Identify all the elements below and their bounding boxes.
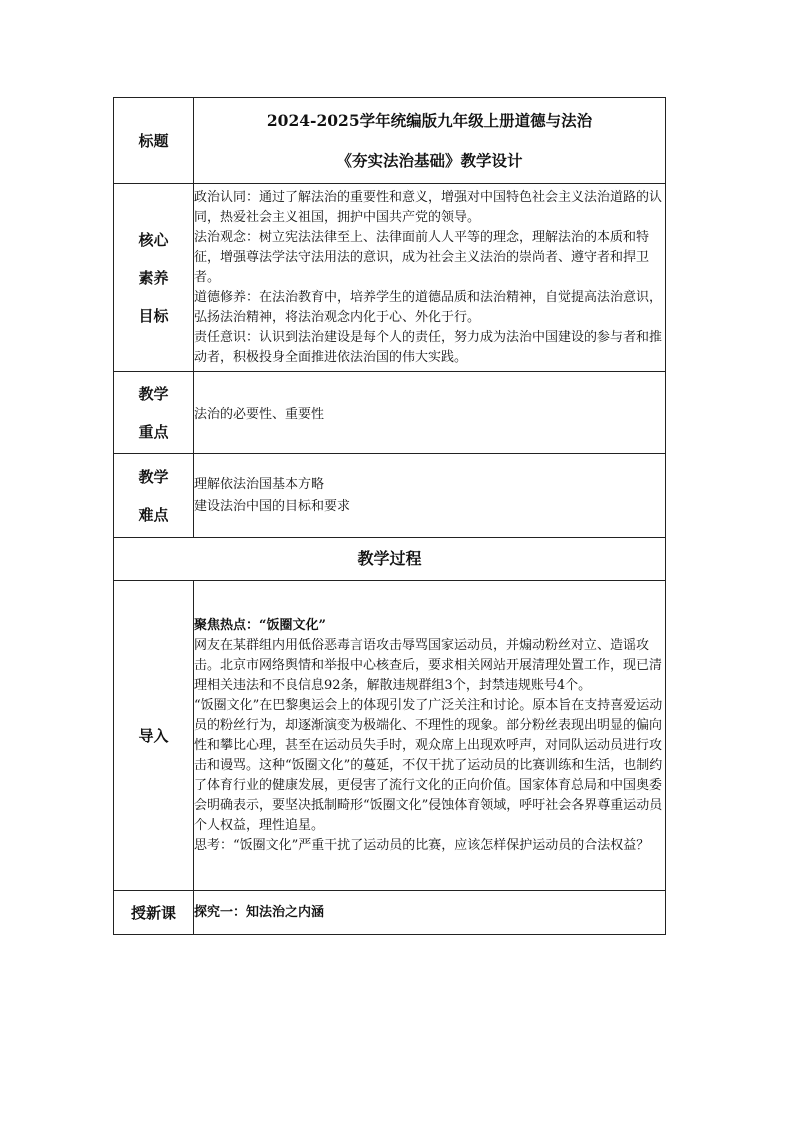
goal-item: 法治观念：树立宪法法律至上、法律面前人人平等的理念，理解法治的本质和特征，增强尊法学法守法用法的意识，成为社会主义法治的崇尚者、遵守者和捍卫者。 [194, 229, 650, 285]
intro-row [114, 581, 666, 891]
goals-label-line: 素养 [138, 268, 169, 287]
goals-label [114, 184, 194, 372]
goals-label-line: 目标 [138, 306, 169, 325]
key-points-label-line: 重点 [138, 422, 169, 441]
title-row [114, 98, 666, 184]
difficulties-row [114, 454, 666, 538]
goals-row [114, 184, 666, 372]
document-title [194, 98, 666, 184]
difficulties-label-line: 难点 [138, 505, 169, 524]
goal-item: 道德修养：在法治教育中，培养学生的道德品质和法治精神，自觉提高法治意识，弘扬法治精神，将法治观念内化于心、外化于行。 [194, 289, 663, 325]
key-points-text: 法治的必要性、重要性 [194, 406, 325, 422]
intro-paragraph: 网友在某群组内用低俗恶毒言语攻击辱骂国家运动员，并煽动粉丝对立、造谣攻击。北京市网络舆情和举报中心核查后，要求相关网站开展清理处置工作，现已清理相关违法和不良信息92条，解散违规群组3个，封禁违规账号4个。 [194, 637, 663, 693]
intro-content [194, 581, 666, 891]
explore-heading: 探究一：知法治之内涵 [194, 904, 325, 920]
new-lesson-row [114, 891, 666, 935]
intro-label: 导入 [114, 581, 194, 891]
new-lesson-content [194, 891, 666, 935]
title-label: 标题 [114, 98, 194, 184]
title-line-1: 2024-2025学年统编版九年级上册道德与法治 [266, 110, 593, 130]
difficulties-label-line: 教学 [138, 467, 169, 486]
goals-label-line: 核心 [138, 230, 169, 249]
key-points-label [114, 372, 194, 454]
key-points-row [114, 372, 666, 454]
difficulties-label [114, 454, 194, 538]
difficulties-content [194, 454, 666, 538]
goals-content [194, 184, 666, 372]
key-points-label-line: 教学 [138, 384, 169, 403]
intro-question: 思考：“饭圈文化”严重干扰了运动员的比赛，应该怎样保护运动员的合法权益？ [194, 837, 650, 853]
process-heading: 教学过程 [114, 538, 666, 581]
difficulty-item: 建设法治中国的目标和要求 [194, 498, 351, 514]
process-row [114, 538, 666, 581]
difficulty-item: 理解依法治国基本方略 [194, 476, 325, 492]
goal-item: 政治认同：通过了解法治的重要性和意义，增强对中国特色社会主义法治道路的认同，热爱社会主义祖国，拥护中国共产党的领导。 [194, 189, 663, 225]
title-line-2: 《夯实法治基础》教学设计 [336, 150, 523, 170]
goal-item: 责任意识：认识到法治建设是每个人的责任，努力成为法治中国建设的参与者和推动者，积极投身全面推进依法治国的伟大实践。 [194, 329, 663, 365]
new-lesson-label: 授新课 [114, 891, 194, 935]
intro-heading: 聚焦热点：“饭圈文化” [194, 617, 326, 633]
key-points-content [194, 372, 666, 454]
intro-paragraph: “饭圈文化”在巴黎奥运会上的体现引发了广泛关注和讨论。原本旨在支持喜爱运动员的粉丝行为，却逐渐演变为极端化、不理性的现象。部分粉丝表现出明显的偏向性和攀比心理，甚至在运动员失手时，观众席上出现欢呼声，对同队运动员进行攻击和谩骂。这种“饭圈文化”的蔓延，不仅干扰了运动员的比赛训练和生活，也制约了体育行业的健康发展，更侵害了流行文化的正向价值。国家体育总局和中国奥委会明确表示，要坚决抵制畸形“饭圈文化”侵蚀体育领域，呼吁社会各界尊重运动员个人权益，理性追星。 [194, 697, 663, 833]
lesson-plan-table [113, 97, 666, 935]
